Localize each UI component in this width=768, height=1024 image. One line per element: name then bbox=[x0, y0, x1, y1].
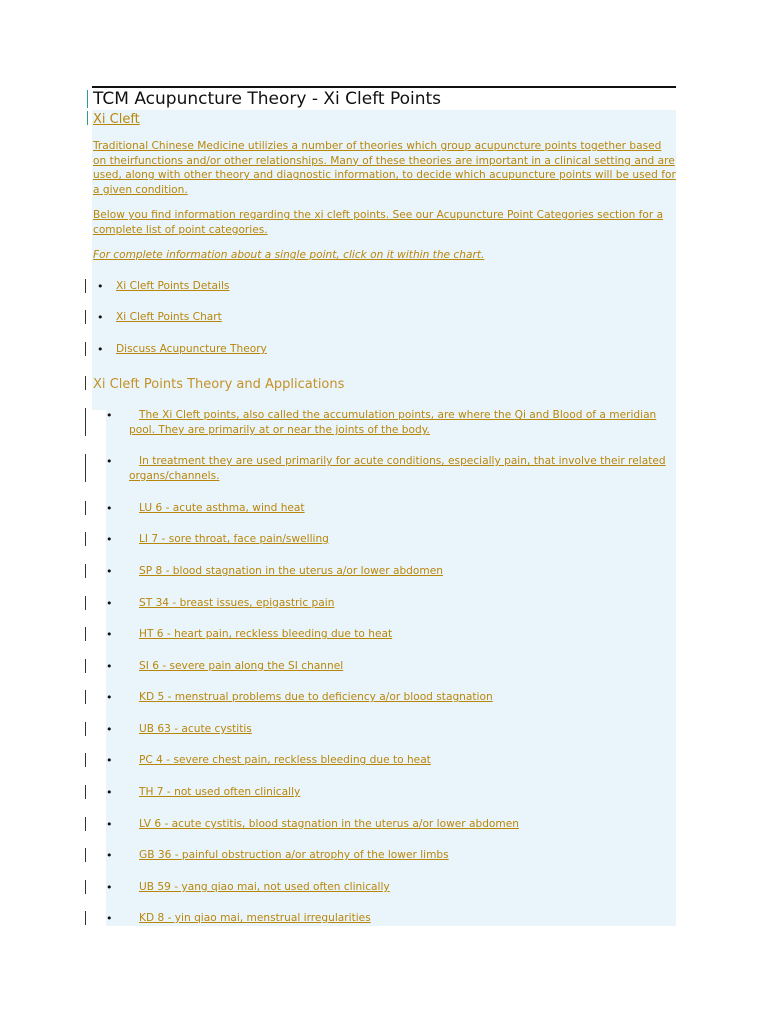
change-bar bbox=[85, 627, 86, 641]
point-link[interactable]: TH 7 - not used often clinically bbox=[139, 786, 301, 798]
change-bar bbox=[85, 310, 86, 324]
point-link[interactable]: GB 36 - painful obstruction a/or atrophy of the lower limbs bbox=[139, 849, 449, 861]
info-paragraph[interactable] bbox=[93, 208, 677, 237]
change-bar bbox=[85, 408, 86, 436]
nav-link[interactable]: Xi Cleft Points Details bbox=[116, 280, 230, 292]
point-kd5[interactable] bbox=[139, 690, 493, 705]
point-lu6[interactable] bbox=[139, 501, 305, 516]
bullet-icon: • bbox=[106, 455, 113, 468]
bullet-icon: • bbox=[106, 818, 113, 831]
intro-paragraph[interactable] bbox=[93, 139, 677, 197]
change-bar bbox=[85, 659, 86, 673]
intro-item-link[interactable]: The Xi Cleft points, also called the accumulation points, are where the Qi and Blood of a meridian pool. They are primarily at or near the joints of the body. bbox=[129, 409, 657, 436]
bullet-icon: • bbox=[106, 912, 113, 925]
change-bar bbox=[85, 279, 86, 293]
info-paragraph-link[interactable]: Below you find information regarding the xi cleft points. See our Acupuncture Point Categories section for a complete list of point categories. bbox=[93, 209, 664, 236]
change-bar bbox=[85, 376, 86, 390]
intro-item-link[interactable]: In treatment they are used primarily for acute conditions, especially pain, that involve their related organs/channels. bbox=[129, 455, 666, 482]
change-bar bbox=[85, 532, 86, 546]
point-link[interactable]: ST 34 - breast issues, epigastric pain bbox=[139, 597, 335, 609]
point-link[interactable]: HT 6 - heart pain, reckless bleeding due to heat bbox=[139, 628, 393, 640]
point-st34[interactable] bbox=[139, 596, 334, 611]
point-link[interactable]: KD 8 - yin qiao mai, menstrual irregularities bbox=[139, 912, 371, 924]
point-link[interactable]: KD 5 - menstrual problems due to deficiency a/or blood stagnation bbox=[139, 691, 493, 703]
point-li7[interactable] bbox=[139, 532, 329, 547]
point-link[interactable]: LU 6 - acute asthma, wind heat bbox=[139, 502, 305, 514]
section-heading-xi-cleft[interactable] bbox=[93, 111, 140, 128]
instruction-paragraph[interactable] bbox=[93, 248, 677, 263]
bullet-icon: • bbox=[97, 343, 104, 356]
bullet-icon: • bbox=[106, 786, 113, 799]
intro-item-treatment[interactable] bbox=[129, 454, 677, 484]
bullet-icon: • bbox=[106, 849, 113, 862]
change-bar bbox=[85, 342, 86, 356]
bullet-icon: • bbox=[106, 533, 113, 546]
point-ub63[interactable] bbox=[139, 722, 252, 737]
change-bar bbox=[85, 880, 86, 894]
point-gb36[interactable] bbox=[139, 848, 449, 863]
bullet-icon: • bbox=[106, 660, 113, 673]
change-bar bbox=[85, 564, 86, 578]
change-bar bbox=[85, 817, 86, 831]
point-link[interactable]: LI 7 - sore throat, face pain/swelling bbox=[139, 533, 329, 545]
section-heading-link[interactable]: Xi Cleft bbox=[93, 112, 140, 127]
nav-link[interactable]: Xi Cleft Points Chart bbox=[116, 311, 222, 323]
point-link[interactable]: UB 59 - yang qiao mai, not used often clinically bbox=[139, 881, 390, 893]
change-bar bbox=[87, 111, 88, 125]
intro-paragraph-link[interactable]: Traditional Chinese Medicine utilizies a number of theories which group acupuncture points together based on theirfunctions and/or other relationships. Many of these theories are important in a clinical setting and are used, along with other theory and diagnostic information, to decide which acupuncture points will be used for a given condition. bbox=[93, 140, 676, 196]
point-si6[interactable] bbox=[139, 659, 343, 674]
point-link[interactable]: SP 8 - blood stagnation in the uterus a/or lower abdomen bbox=[139, 565, 443, 577]
point-link[interactable]: LV 6 - acute cystitis, blood stagnation in the uterus a/or lower abdomen bbox=[139, 818, 519, 830]
bullet-icon: • bbox=[106, 628, 113, 641]
change-bar bbox=[85, 848, 86, 862]
point-kd8[interactable] bbox=[139, 911, 371, 926]
change-bar bbox=[85, 454, 86, 482]
bullet-icon: • bbox=[106, 597, 113, 610]
change-bar bbox=[85, 690, 86, 704]
change-bar bbox=[85, 911, 86, 925]
point-sp8[interactable] bbox=[139, 564, 443, 579]
point-link[interactable]: UB 63 - acute cystitis bbox=[139, 723, 252, 735]
point-link[interactable]: PC 4 - severe chest pain, reckless bleeding due to heat bbox=[139, 754, 431, 766]
point-ht6[interactable] bbox=[139, 627, 392, 642]
bullet-icon: • bbox=[106, 881, 113, 894]
link-xi-cleft-chart[interactable] bbox=[116, 310, 222, 325]
point-lv6[interactable] bbox=[139, 817, 519, 832]
change-bar bbox=[85, 722, 86, 736]
change-bar bbox=[87, 90, 88, 108]
point-link[interactable]: SI 6 - severe pain along the SI channel bbox=[139, 660, 344, 672]
point-ub59[interactable] bbox=[139, 880, 390, 895]
change-bar bbox=[85, 596, 86, 610]
link-xi-cleft-details[interactable] bbox=[116, 279, 229, 294]
change-bar bbox=[85, 753, 86, 767]
section-heading-theory: Xi Cleft Points Theory and Applications bbox=[93, 377, 345, 392]
bullet-icon: • bbox=[97, 280, 104, 293]
bullet-icon: • bbox=[106, 691, 113, 704]
bullet-icon: • bbox=[106, 723, 113, 736]
bullet-icon: • bbox=[97, 311, 104, 324]
bullet-icon: • bbox=[106, 754, 113, 767]
change-bar bbox=[85, 785, 86, 799]
intro-item-accumulation[interactable] bbox=[129, 408, 677, 438]
point-pc4[interactable] bbox=[139, 753, 431, 768]
page-title: TCM Acupuncture Theory - Xi Cleft Points bbox=[93, 89, 442, 109]
bullet-icon: • bbox=[106, 502, 113, 515]
nav-link[interactable]: Discuss Acupuncture Theory bbox=[116, 343, 267, 355]
change-bar bbox=[85, 501, 86, 515]
bullet-icon: • bbox=[106, 409, 113, 422]
bullet-icon: • bbox=[106, 565, 113, 578]
instruction-paragraph-link[interactable]: For complete information about a single point, click on it within the chart. bbox=[93, 249, 485, 261]
link-discuss-theory[interactable] bbox=[116, 342, 267, 357]
point-th7[interactable] bbox=[139, 785, 300, 800]
